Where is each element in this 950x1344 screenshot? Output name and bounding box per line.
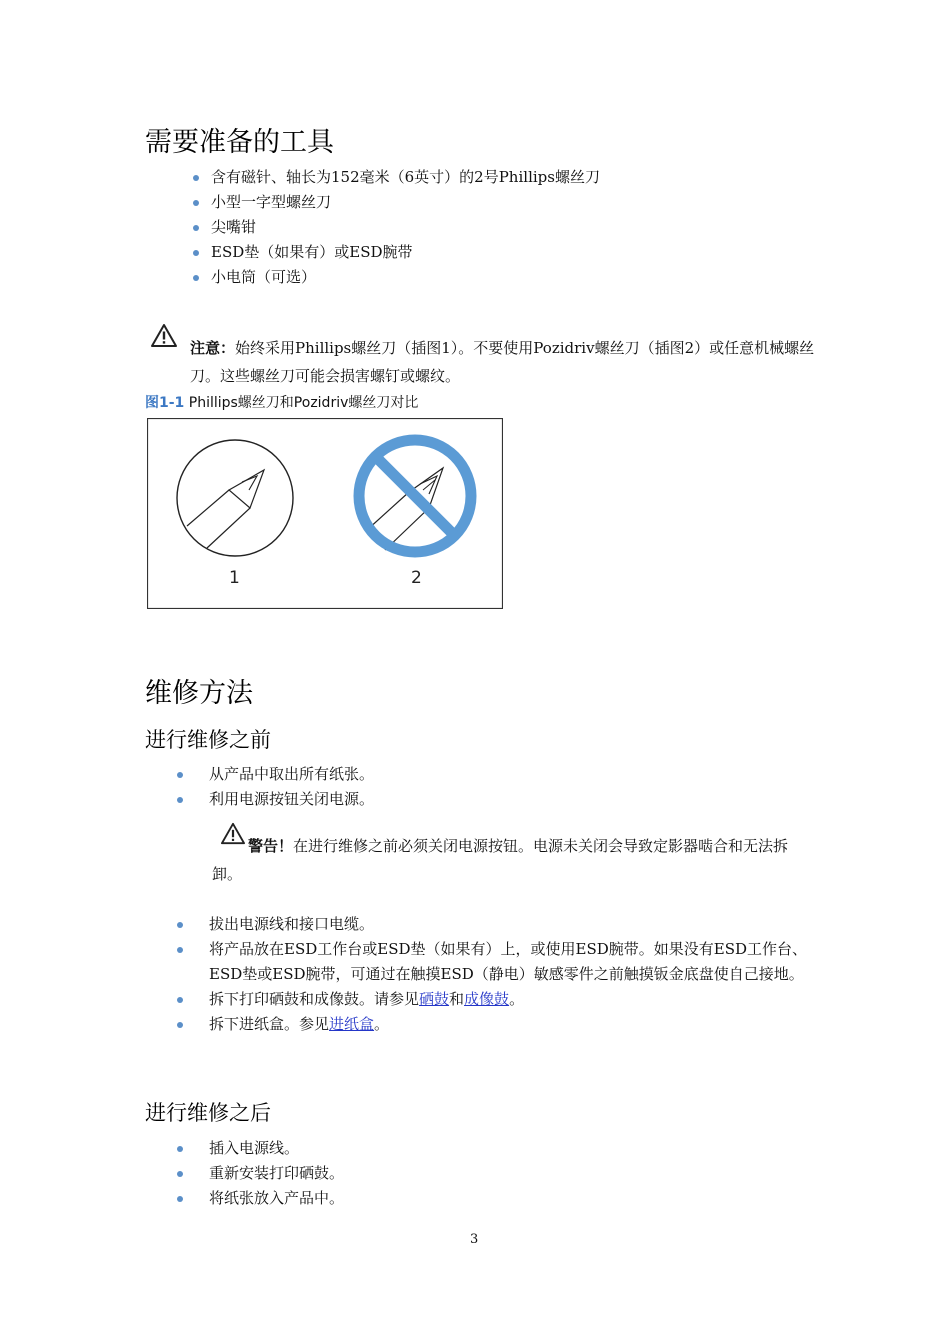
bullet-icon xyxy=(177,797,183,803)
bullet-icon xyxy=(193,200,199,206)
bullet-icon xyxy=(193,275,199,281)
list-item: 插入电源线。 xyxy=(177,1136,344,1161)
tools-list xyxy=(193,165,600,290)
warning-text: 在进行维修之前必须关闭电源按钮。电源未关闭会导致定影器啮合和无法拆卸。 xyxy=(212,837,789,883)
list-item: 尖嘴钳 xyxy=(193,215,600,240)
list-item: 拆下打印硒鼓和成像鼓。请参见硒鼓和成像鼓。 xyxy=(177,987,807,1012)
before-list xyxy=(177,762,374,812)
list-item: 将产品放在ESD工作台或ESD垫（如果有）上，或使用ESD腕带。如果没有ESD工作台、ESD垫或ESD腕带，可通过在触摸ESD（静电）敏感零件之前触摸钣金底盘使自己接地。 xyxy=(177,937,807,987)
list-item: 利用电源按钮关闭电源。 xyxy=(177,787,374,812)
list-item: 从产品中取出所有纸张。 xyxy=(177,762,374,787)
before-heading: 进行维修之前 xyxy=(145,728,271,752)
toner-link[interactable]: 硒鼓 xyxy=(419,990,450,1008)
screwdriver-comparison-figure xyxy=(147,418,503,609)
caution-label: 注意： xyxy=(190,339,236,357)
caution-text: 始终采用Phillips螺丝刀（插图1）。不要使用Pozidriv螺丝刀（插图2）或任意机械螺丝刀。这些螺丝刀可能会损害螺钉或螺纹。 xyxy=(190,339,815,385)
figure-caption xyxy=(145,392,418,412)
bullet-icon xyxy=(177,1171,183,1177)
caution-icon xyxy=(150,323,178,349)
tray-link[interactable]: 进纸盒 xyxy=(329,1015,375,1033)
before-list-2 xyxy=(177,912,807,1037)
figure-number-2: 2 xyxy=(411,568,422,588)
bullet-icon xyxy=(177,1022,183,1028)
bullet-icon xyxy=(177,772,183,778)
list-item: ESD垫（如果有）或ESD腕带 xyxy=(193,240,600,265)
after-heading: 进行维修之后 xyxy=(145,1101,271,1125)
bullet-icon xyxy=(193,225,199,231)
figure-number-1: 1 xyxy=(229,568,240,588)
list-item: 含有磁针、轴长为152毫米（6英寸）的2号Phillips螺丝刀 xyxy=(193,165,600,190)
bullet-icon xyxy=(193,250,199,256)
bullet-icon xyxy=(177,1196,183,1202)
list-item: 拆下进纸盒。参见进纸盒。 xyxy=(177,1012,807,1037)
page-number: 3 xyxy=(470,1232,479,1247)
list-item: 小型一字型螺丝刀 xyxy=(193,190,600,215)
warning-label: 警告！ xyxy=(248,837,294,855)
figure-caption-text: Phillips螺丝刀和Pozidriv螺丝刀对比 xyxy=(188,395,419,411)
warning-note xyxy=(212,832,812,888)
drum-link[interactable]: 成像鼓 xyxy=(464,990,510,1008)
bullet-icon xyxy=(177,1146,183,1152)
list-item: 拔出电源线和接口电缆。 xyxy=(177,912,807,937)
list-item: 将纸张放入产品中。 xyxy=(177,1186,344,1211)
tools-heading: 需要准备的工具 xyxy=(145,127,334,158)
bullet-icon xyxy=(177,922,183,928)
bullet-icon xyxy=(177,997,183,1003)
caution-note xyxy=(190,334,820,390)
repair-heading: 维修方法 xyxy=(145,678,253,709)
list-item: 重新安装打印硒鼓。 xyxy=(177,1161,344,1186)
list-item: 小电筒（可选） xyxy=(193,265,600,290)
bullet-icon xyxy=(177,947,183,953)
after-list xyxy=(177,1136,344,1211)
bullet-icon xyxy=(193,175,199,181)
figure-label: 图1-1 xyxy=(145,395,185,411)
